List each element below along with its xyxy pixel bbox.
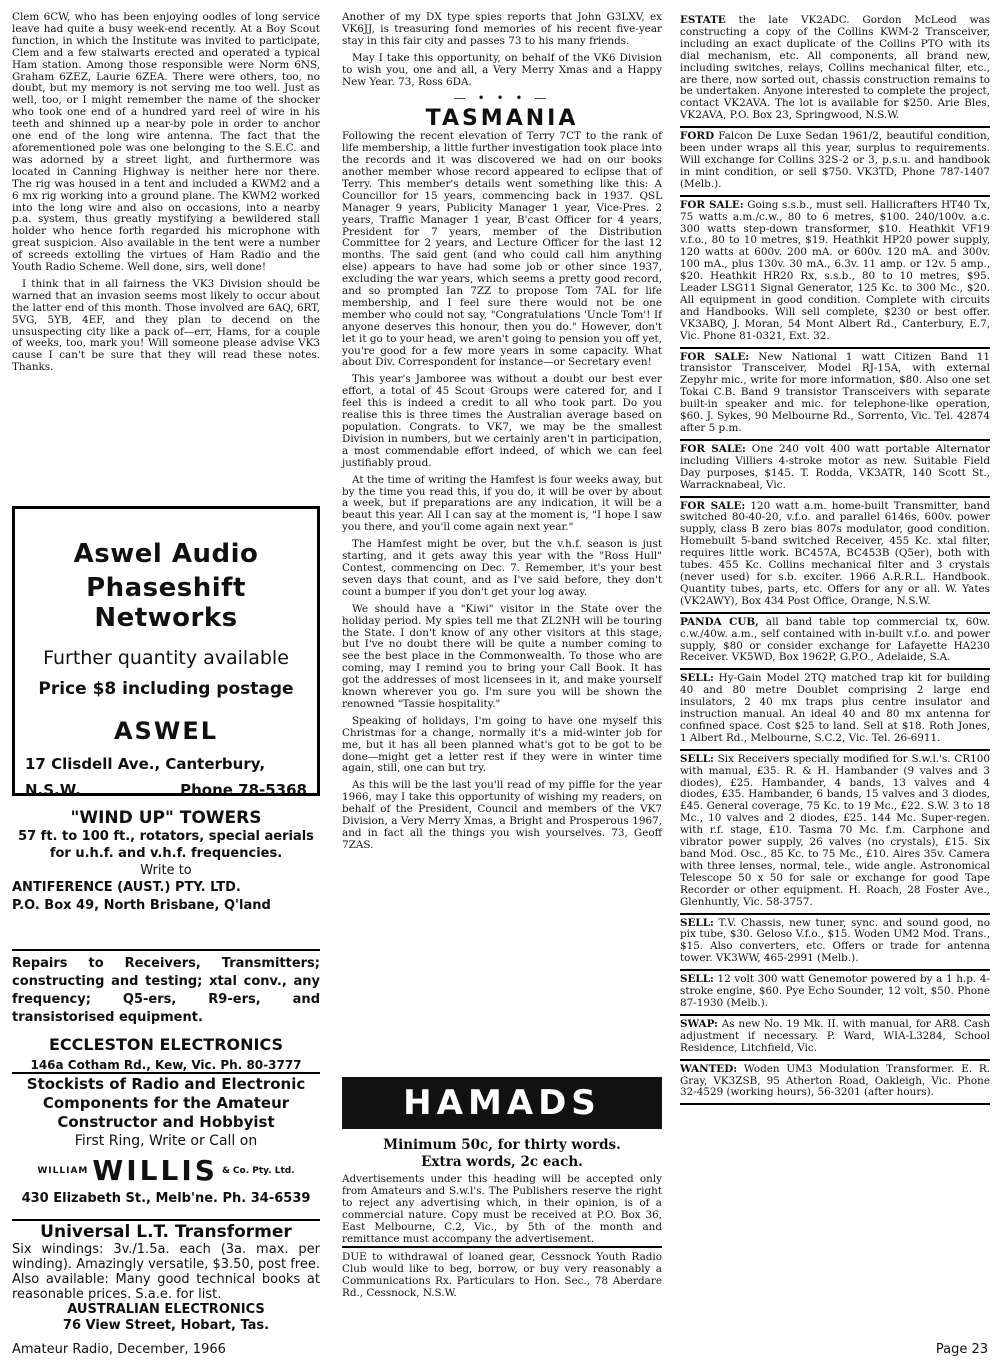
classified-text: all band table top commercial tx, 60w. c.w./40w. a.m., self contained with in-built v.f.o. and power supply, $80 or consider exchange for Lafayette HA230 Receiver. VK5WD, Box 1962P, G.P.O., Adelaide, S.A. [680, 615, 990, 664]
divisional-notes [342, 12, 662, 857]
classified-text: New National 1 watt Citizen Band 11 transistor Transceiver, Model RJ-15A, with external Zepyhr mic., write for more information, $80. Also one set Tokai C.B. Band 9 transistor Transceivers with separate built-in speaker and mic. for telephone-like operation, $60. J. Sykes, 90 Melbourne Rd., Sorrento, Vic. Tel. 42874 after 5 p.m. [680, 350, 990, 434]
section-separator: — • • • — [453, 91, 551, 106]
hamads-rate-extra: Extra words, 2c each. [421, 1154, 583, 1170]
classified-lead: SELL: [680, 916, 714, 929]
willis-line: Stockists of Radio and Electronic [26, 1075, 306, 1093]
classified-text: the late VK2ADC. Gordon McLeod was constructing a copy of the Collins KWM-2 Transceiver, including an exact duplicate of the Collins PTO with its dial mechanism, etc. All components, all brand new, including switches, relays, Collins mechanical filter, etc., are there, now sorted out, chassis construction remains to be undertaken. Anyone interested to complete the project, contact VK2AVA. The lot is available for $250. Arie Bles, VK2AVA, P.O. Box 23, Springwood, N.S.W. [680, 14, 990, 122]
classified-ad [680, 498, 990, 614]
aswel-brand: ASWEL [113, 717, 219, 745]
hamads-rates [342, 1137, 662, 1171]
classified-lead: PANDA CUB, [680, 615, 759, 628]
classified-ad [680, 128, 990, 197]
classified-text: As new No. 19 Mk. II. with manual, for AR8. Cash adjustment if necessary. P. Ward, WIA-L3284, School Residence, Litchfield, Vic. [680, 1017, 990, 1054]
lt-title: Universal L.T. Transformer [40, 1222, 292, 1242]
classified-text: Six Receivers specially modified for S.w.l.'s. CR100 with manual, £35. R. & H. Hambander (9 valves and 3 diodes), £25. Hambander, 4 bands, 13 valves and 4 diodes, £35. Hambander, 6 bands, 15 valves and 3 diodes, £45. General coverage, 75 Kc. to 19 Mc., £22. S.W. 3 to 18 Mc., 10 valves and 2 diodes, £25. 144 Mc. Super-regen. with r.f. stage, £10. Tasma 70 Mc. f.m. Carphone and vibrator power supply, 26 valves (no crystals), £15. Six band Mod. Osc., 85 Kc. to 75 Mc., £10. Aires 35v. Camera with three lenses, normal, tele., wide angle. Astronomical Telescope 50 x 50 for sale or exchange for good Tape Recorder or other equipment. H. Roach, 28 Foster Ave., Glenhuntly, Vic. 58-3757. [680, 752, 990, 908]
willis-company: & Co. Pty. Ltd. [221, 1165, 295, 1176]
divider [12, 1072, 320, 1074]
hamads-rate-minimum: Minimum 50c, for thirty words. [383, 1137, 621, 1153]
windup-line: Write to [140, 863, 192, 878]
classified-ad [680, 197, 990, 349]
willis-logo [12, 1154, 320, 1187]
lt-text: Six windings: 3v./1.5a. each (3a. max. per winding). Amazingly versatile, $3.50, post free. Also available: Many good technical books at reasonable prices. S.a.e. for list. [12, 1242, 320, 1302]
footer-issue: Amateur Radio, December, 1966 [12, 1342, 226, 1357]
aswel-ad [12, 506, 320, 799]
paragraph: Another of my DX type spies reports that John G3LXV, ex VK6JJ, is treasuring fond memories of his recent five-year stay in this fair city and passes 73 to his many friends. [342, 11, 662, 47]
classified-ad [680, 441, 990, 498]
windup-line: for u.h.f. and v.h.f. frequencies. [49, 846, 283, 861]
classified-ad [680, 1061, 990, 1106]
willis-line: Constructor and Hobbyist [57, 1113, 275, 1131]
classified-text: T.V. Chassis, new tuner, sync. and sound good, no pix tube, $30. Geloso V.f.o., $15. Woden UM2 Mod. Trans., $15. Also converters, etc. Offers or trade for antenna tower. VK3WW, 465-2991 (Melb.). [680, 916, 990, 965]
hamads-conditions: Advertisements under this heading will be accepted only from Amateurs and S.w.l's. The Publishers reserve the right to reject any advertising which, in their opinion, is of a commercial nature. Copy must be received at P.O. Box 36, East Melbourne, C.2, Vic., by 5th of the month and remittance must accompany the advertisement. [342, 1173, 662, 1245]
eccleston-address: 146a Cotham Rd., Kew, Vic. Ph. 80-3777 [30, 1058, 302, 1072]
hamads-heading: HAMADS [342, 1077, 662, 1129]
footer-page-number: Page 23 [935, 1342, 988, 1357]
classified-ads [680, 12, 990, 1105]
windup-line: 57 ft. to 100 ft., rotators, special aerials [18, 829, 314, 844]
classified-text: Falcon De Luxe Sedan 1961/2, beautiful condition, been under wraps all this year, surplus to requirements. Will exchange for Collins 32S-2 or 3, p.s.u. and handbook in mint condition, or sell $750. VK3TD, Phone 787-1407 (Melb.). [680, 130, 990, 190]
aswel-phone: Phone 78-5368 [180, 781, 307, 799]
classified-lead: SELL: [680, 973, 714, 986]
aswel-price: Price $8 including postage [38, 679, 294, 699]
windup-address: P.O. Box 49, North Brisbane, Q'land [12, 898, 271, 913]
windup-title: "WIND UP" TOWERS [70, 808, 262, 828]
paragraph: Clem 6CW, who has been enjoying oodles of long service leave had quite a busy week-end recently. At a Boy Scout function, in which the Institute was invited to participate, Clem and a few stalwarts erected and operated a typical Ham station. Among those responsible were Norm 6NS, Graham 6ZEZ, Laurie 6ZEA. There were others, too, no doubt, but my memory is not serving me too well. Just as well, too, or I might remember the name of the shocker who took one end of a hundred yard reel of wire in his teeth and shinned up a near-by pole in order to anchor one end of the long wire antenna. The fact that the aforementioned pole was one belonging to the S.E.C. and was adorned by a street light, and furthermore was located in Canning Highway is neither here nor there. The rig was housed in a tent and included a KWM2 and a 6 mx rig working into a ground plane. The KWM2 worked into the long wire and also on occasions, into a nearby p.a. system, thus greatly mystifying a bewildered stall holder who hence forth regarded his microphone with great suspicion. Also available in the tent were a number of screeds extolling the virtues of Ham Radio and the Youth Radio Scheme. Well done, sirs, well done! [12, 11, 320, 274]
divider [12, 1219, 320, 1221]
lt-transformer-ad [12, 1222, 320, 1352]
classified-text: Hy-Gain Model 2TQ matched trap kit for building 40 and 80 metre Doublet comprising 2 large end insulators, 2 40 mx traps plus centre insulator and instruction manual. An ideal 40 and 80 mx antenna for confined space. Cost $25 to land. Sell at $18. Roth Jones, 1 Albert Rd., Melbourne, S.C.2, Vic. Tel. 26-6911. [680, 672, 990, 744]
paragraph: This year's Jamboree was without a doubt our best ever effort, a total of 45 Scout Groups were catered for, and I feel this is indeed a credit to all who took part. Do you realise this is three times the Australian average based on population. Congrats. to VK7, we may be the smallest Division in numbers, but we certainly aren't in participation, a most commendable effort indeed, of which we can feel justifiably proud. [342, 373, 662, 469]
classified-ad [680, 1016, 990, 1061]
willis-line: Components for the Amateur [42, 1094, 290, 1112]
paragraph: May I take this opportunity, on behalf of the VK6 Division to wish you, one and all, a Very Merry Xmas and a Happy New Year. 73, Ross 6DA. [342, 51, 662, 88]
aswel-state: N.S.W. [25, 781, 81, 799]
classified-ad [680, 670, 990, 750]
classified-lead: FOR SALE: [680, 350, 750, 363]
willis-ad [12, 1075, 320, 1215]
willis-address: 430 Elizabeth St., Melb'ne. Ph. 34-6539 [21, 1191, 311, 1206]
windup-towers-ad [12, 802, 320, 947]
tasmania-heading: TASMANIA [425, 106, 579, 132]
classified-text: One 240 volt 400 watt portable Alternator including Villiers 4-stroke motor as new. Suitable Field Day purposes, $145. T. Rodda, VK3ATR, 140 Scott St., Warracknabeal, Vic. [680, 442, 991, 491]
paragraph: As this will be the last you'll read of my piffle for the year 1966, may I take this opportunity of wishing my readers, on behalf of the President, Council and members of the VK7 Division, a Very Merry Xmas, a Bright and Prosperous 1967, and in fact all the things you wish yourselves. 73, Geoff 7ZAS. [342, 779, 662, 851]
classified-ad [680, 751, 990, 915]
classified-ad [680, 915, 990, 972]
aswel-contact [15, 781, 317, 799]
classified-lead: FOR SALE: [680, 198, 744, 211]
classified-text: 120 watt a.m. home-built Transmitter, band switched 80-40-20, v.f.o. and parallel 6146s, 600v. power supply, class B zero bias 807s modulator, good condition. Homebuilt 5-band switched Receiver, 455 Kc. xtal filter, requires little work. BC457A, BC453B (Q5er), both with tubes. 455 Kc. Collins mechanical filter and 3 crystals (never used) for s.b. exciter. 1966 A.R.R.L. Handbook. Quantity tubes, parts, etc. Offers for any or all. W. Yates (VK2AWY), Box 434 Post Office, Orange, N.S.W. [680, 499, 990, 607]
classified-lead: WANTED: [680, 1062, 738, 1075]
classified-text: 12 volt 300 watt Genemotor powered by a 1 h.p. 4-stroke engine, $60. Pye Echo Sounder, 12 volt, $50. Phone 87-1930 (Melb.). [680, 973, 990, 1009]
paragraph: I think that in all fairness the VK3 Division should be warned that an invasion seems most likely to occur about the latter end of this month. Those involved are 6AQ, 6RT, 5VG, 5YB, 4EF, and they plan to decend on the unsuspecting city like a pack of—err, Hams, for a couple of weeks, too, mark you! Will someone please advise VK3 cause I can't be sure that they will read these notes. Thanks. [12, 277, 320, 374]
classified-ad [680, 12, 990, 128]
divider [12, 949, 320, 951]
classified-lead: SELL: [680, 672, 714, 685]
paragraph: At the time of writing the Hamfest is four weeks away, but by the time you read this, if you do, it will be over by about a week, but if preparations are any indication, it will be a beaut this year. All I can say at the moment is, "I hope I saw you there, and you'll come again next year." [342, 473, 662, 534]
willis-name: WILLIS [92, 1154, 218, 1187]
eccleston-ad [12, 955, 320, 1075]
aswel-subtitle: Further quantity available [43, 647, 289, 669]
paragraph: We should have a "Kiwi" visitor in the State over the holiday period. My spies tell me that ZL2NH will be touring the State. I don't know of any other visitors at this stage, but I've no doubt there will be quite a number coming to see the best place in the Commonwealth. To those who are coming, may I remind you to bring your Call Book. It has got the addresses of most licensees in it, and make yourself known wherever you go. I'm sure you will be shown the renowned "Tassie hospitality." [342, 602, 662, 710]
windup-company: ANTIFERENCE (AUST.) PTY. LTD. [12, 880, 241, 895]
paragraph: Speaking of holidays, I'm going to have one myself this Christmas for a change, normally it's a mid-winter job for me, but it has all been planned what's got to be got to be done—might get a letter rest if they were in winter time again, still, one can but try. [342, 714, 662, 775]
aswel-title-2: Phaseshift Networks [86, 573, 246, 633]
willis-line: First Ring, Write or Call on [74, 1133, 258, 1149]
classified-ad [680, 614, 990, 671]
lt-address: 76 View Street, Hobart, Tas. [62, 1318, 270, 1333]
classified-text: Woden UM3 Modulation Transformer. E. R. Gray, VK3ZSB, 95 Atherton Road, Oakleigh, Vic. Phone 32-4529 (working hours), 56-3201 (after hours). [680, 1062, 990, 1099]
classified-lead: FOR SALE: [680, 499, 746, 512]
classified-ad [680, 349, 990, 441]
hamad-cessnock: DUE to withdrawal of loaned gear, Cessnock Youth Radio Club would like to beg, borrow, or buy very reasonably a Communications Rx. Particulars to Hon. Sec., 78 Aberdare Rd., Cessnock, N.S.W. [342, 1251, 662, 1299]
divider [342, 1246, 662, 1248]
classified-lead: ESTATE [680, 14, 726, 26]
eccleston-text: Repairs to Receivers, Transmitters; constructing and testing; xtal conv., any frequency; Q5-ers, R9-ers, and transistorised equipment. [12, 956, 320, 1025]
paragraph: Following the recent elevation of Terry 7CT to the rank of life membership, a little further investigation took place into the records and it was discovered we had on our books another member whose record appeared to eclipse that of Terry. This member's details went something like this: A Councillor for 15 years, commencing back in 1937. QSL Manager 9 years, Publicity Manager 1 year, Vice-Pres. 2 years, Traffic Manager 1 year, B'cast Officer for 4 years, President for 7 years, member of the Distribution Committee for 2 years, and Lecture Officer for the last 12 months. The said gent (and who could call him anything else) appears to have had some job or other since 1937, excluding the war years, which seems a pretty good record, and so prompted Ian 7ZZ to propose Tom 7AL for life membership, and I feel sure there would not be one member who could not say, "Congratulations 'Uncle Tom'! If anyone deserves this honour, then you do." However, don't let it go to your head, we aren't going to pension you off yet, you're good for a few more years in some capacity. What about Div. Correspondent for instance—or Secretary even! [342, 130, 662, 369]
classified-lead: FOR SALE: [680, 442, 746, 455]
page-footer [12, 1342, 988, 1357]
lt-company: AUSTRALIAN ELECTRONICS [67, 1302, 265, 1317]
willis-william: WILLIAM [37, 1165, 89, 1176]
classified-text: Going s.s.b., must sell. Hallicrafters HT40 Tx, 75 watts a.m./c.w., 80 to 6 metres, $100. 240/100v. a.c. 300 watts step-down transformer, $10. Heathkit VF19 v.f.o., 80 to 10 metres, $19. Heathkit HP20 power supply, 120 watts at 600v. 200 mA. or 600v. 120 mA. and 300v. 100 mA., plus 130v. 30 mA., 6.3v. 11 amp. or 12v. 5 amp., $20. Heathkit HR20 Rx, s.s.b., 80 to 10 metres, $95. Leader LSG11 Signal Generator, 125 Kc. to 300 Mc., $20. All equipment in good condition. Complete with circuits and Handbooks. Will sell complete, $230 or best offer. VK3ABQ, J. Moran, 54 Mont Albert Rd., Canterbury, E.7, Vic. Phone 81-0321, Ext. 32. [680, 198, 990, 342]
classified-lead: SELL: [680, 752, 714, 765]
aswel-title-1: Aswel Audio [73, 539, 259, 569]
eccleston-name: ECCLESTON ELECTRONICS [48, 1035, 284, 1054]
classified-lead: SWAP: [680, 1017, 718, 1030]
aswel-address: 17 Clisdell Ave., Canterbury, [25, 755, 266, 773]
vk6-notes-continued [12, 12, 320, 379]
classified-ad [680, 971, 990, 1016]
classified-lead: FORD [680, 130, 715, 143]
paragraph: The Hamfest might be over, but the v.h.f. season is just starting, and it gets away this year with the "Ross Hull" Contest, commencing on Dec. 7. Remember, it's your best seven days that count, and as I've said before, they don't count a bumper if you don't get your log away. [342, 538, 662, 598]
